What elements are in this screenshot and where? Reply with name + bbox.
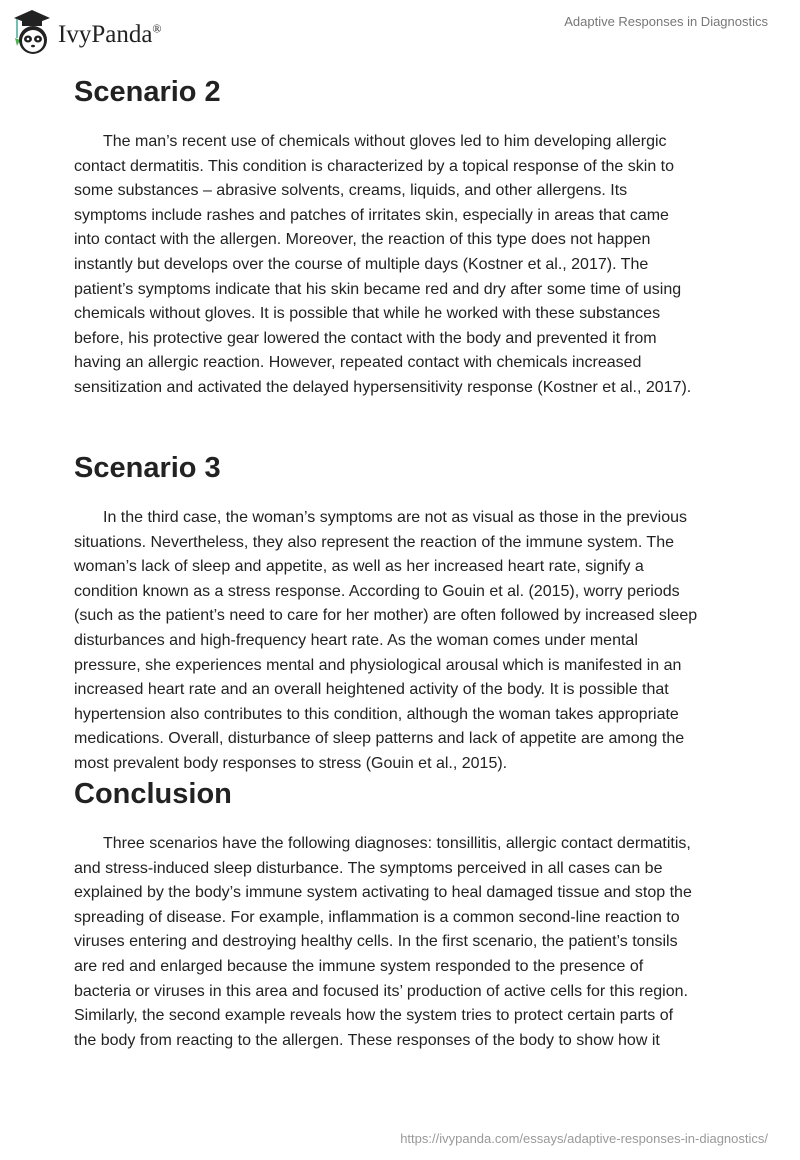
text-line: spreading of disease. For example, inflammation is a common second-line reaction to	[74, 908, 680, 926]
text-line: instantly but develops over the course of multiple days (Kostner et al., 2017). The	[74, 255, 649, 273]
section-conclusion	[74, 777, 734, 1053]
section-heading: Scenario 2	[74, 76, 221, 108]
text-line: symptoms include rashes and patches of irritates skin, especially in areas that came	[74, 206, 669, 224]
text-line: into contact with the allergen. Moreover, the reaction of this type does not happen	[74, 231, 651, 249]
text-line: condition known as a stress response. According to Gouin et al. (2015), worry periods	[74, 582, 680, 600]
text-line: pressure, she experiences mental and physiological arousal which is manifested in an	[74, 656, 682, 674]
text-line: before, his protective gear lowered the contact with the body and prevented it from	[74, 329, 657, 347]
text-line: situations. Nevertheless, they also represent the reaction of the immune system. The	[74, 533, 674, 551]
ivypanda-logo[interactable]	[12, 8, 162, 56]
paragraph	[74, 506, 734, 777]
paragraph	[74, 130, 734, 401]
registered-mark: ®	[152, 21, 162, 36]
section-scenario-2	[74, 75, 734, 401]
text-line: woman’s lack of sleep and appetite, as well as her increased heart rate, signify a	[74, 558, 644, 576]
source-url[interactable]: https://ivypanda.com/essays/adaptive-responses-in-diagnostics/	[400, 1131, 768, 1146]
text-line: having an allergic reaction. However, repeated contact with chemicals increased	[74, 354, 642, 372]
text-line: (such as the patient’s need to care for her mother) are often followed by increased sleep	[74, 607, 698, 625]
document-title: Adaptive Responses in Diagnostics	[564, 14, 768, 29]
text-line: The man’s recent use of chemicals without gloves led to him developing allergic	[103, 133, 667, 150]
text-line: medications. Overall, disturbance of sleep patterns and lack of appetite are among the	[74, 730, 685, 748]
text-line: the body from reacting to the allergen. These responses of the body to show how it	[74, 1031, 660, 1049]
text-line: contact dermatitis. This condition is characterized by a topical response of the skin to	[74, 157, 675, 175]
text-line: bacteria or viruses in this area and focused its’ production of active cells for this region.	[74, 982, 688, 1000]
text-line: most prevalent body responses to stress (Gouin et al., 2015).	[74, 754, 508, 772]
text-line: are red and enlarged because the immune system responded to the presence of	[74, 957, 644, 975]
text-line: chemicals without gloves. It is possible that while he worked with these substances	[74, 305, 661, 323]
text-line: Similarly, the second example reveals how the system tries to protect certain parts of	[74, 1007, 674, 1025]
text-line: viruses entering and destroying healthy cells. In the first scenario, the patient’s tonsils	[74, 933, 678, 951]
logo-text: IvyPanda	[58, 21, 153, 48]
text-line: In the third case, the woman’s symptoms are not as visual as those in the previous	[103, 509, 687, 526]
text-line: Three scenarios have the following diagnoses: tonsillitis, allergic contact dermatitis,	[103, 835, 691, 852]
section-scenario-3	[74, 451, 734, 777]
paragraph	[74, 832, 734, 1053]
text-line: sensitization and activated the delayed hypersensitivity response (Kostner et al., 2017).	[74, 378, 692, 396]
text-line: hypertension also contributes to this condition, although the woman takes appropriate	[74, 705, 679, 723]
section-heading: Scenario 3	[74, 452, 221, 484]
text-line: explained by the body’s immune system activating to heal damaged tissue and stop the	[74, 884, 692, 902]
text-line: patient’s symptoms indicate that his skin became red and dry after some time of using	[74, 280, 682, 298]
panda-logo-icon	[12, 8, 52, 56]
section-heading: Conclusion	[74, 778, 232, 810]
text-line: some substances – abrasive solvents, creams, liquids, and other allergens. Its	[74, 182, 628, 200]
text-line: increased heart rate and an overall heightened activity of the body. It is possible that	[74, 681, 669, 699]
text-line: and stress-induced sleep disturbance. The symptoms perceived in all cases can be	[74, 859, 663, 877]
text-line: disturbances and high-frequency heart rate. As the woman comes under mental	[74, 631, 638, 649]
